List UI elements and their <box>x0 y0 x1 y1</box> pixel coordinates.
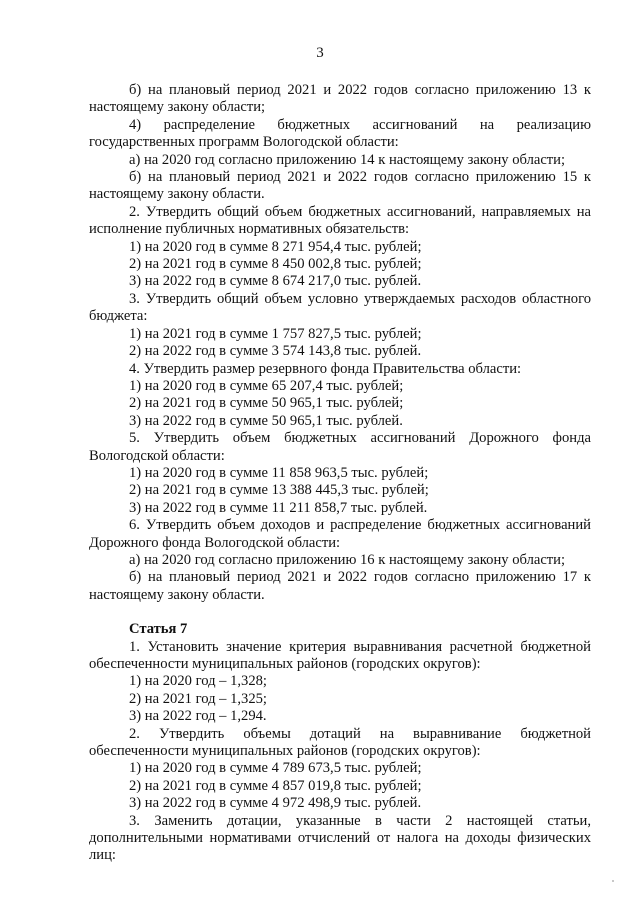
article-heading: Статья 7 <box>129 621 188 638</box>
list-item: 2) на 2021 год в сумме 13 388 445,3 тыс. рублей; <box>129 482 429 499</box>
list-item: 1) на 2021 год в сумме 1 757 827,5 тыс. рублей; <box>129 325 422 342</box>
paragraph: 1. Установить значение критерия выравнивания расчетной бюджетной обеспеченности муниципальных районов (городских округов): <box>89 638 591 672</box>
paragraph: б) на плановый период 2021 и 2022 годов согласно приложению 13 к настоящему закону области; <box>89 82 591 116</box>
list-item: 2) на 2021 год в сумме 50 965,1 тыс. рублей; <box>129 395 404 412</box>
list-item: 4. Утвердить размер резервного фонда Правительства области: <box>129 360 522 377</box>
list-item: а) на 2020 год согласно приложению 14 к настоящему закону области; <box>129 151 566 168</box>
list-item: 1) на 2020 год в сумме 65 207,4 тыс. рублей; <box>129 377 404 394</box>
paragraph: 5. Утвердить объем бюджетных ассигнований Дорожного фонда Вологодской области: <box>89 430 591 464</box>
paragraph: 3. Заменить дотации, указанные в части 2 настоящей статьи, дополнительными нормативами отчислений от налога на доходы физических лиц: <box>89 812 591 864</box>
paragraph: 2. Утвердить объемы дотаций на выравнивание бюджетной обеспеченности муниципальных районов (городских округов): <box>89 725 591 760</box>
list-item: 3) на 2022 год – 1,294. <box>129 708 267 725</box>
list-item: 2) на 2021 год в сумме 4 857 019,8 тыс. рублей; <box>129 777 422 794</box>
list-item: 3) на 2022 год в сумме 8 674 217,0 тыс. рублей. <box>129 273 422 290</box>
list-item: 1) на 2020 год в сумме 4 789 673,5 тыс. рублей; <box>129 760 422 777</box>
list-item: 3) на 2022 год в сумме 4 972 498,9 тыс. рублей. <box>129 795 422 812</box>
list-item: а) на 2020 год согласно приложению 16 к настоящему закону области; <box>129 551 566 568</box>
list-item: 1) на 2020 год в сумме 11 858 963,5 тыс. рублей; <box>129 464 429 481</box>
scan-speck <box>612 880 614 882</box>
list-item: 3) на 2022 год в сумме 11 211 858,7 тыс. рублей. <box>129 499 428 516</box>
list-item: 2) на 2021 год – 1,325; <box>129 690 267 707</box>
paragraph: б) на плановый период 2021 и 2022 годов согласно приложению 17 к настоящему закону области. <box>89 569 591 603</box>
list-item: 2) на 2021 год в сумме 8 450 002,8 тыс. рублей; <box>129 256 422 273</box>
section-gap <box>89 604 591 621</box>
paragraph: 2. Утвердить общий объем бюджетных ассигнований, направляемых на исполнение публичных нормативных обязательств: <box>89 203 591 238</box>
paragraph: 6. Утвердить объем доходов и распределение бюджетных ассигнований Дорожного фонда Вологодской области: <box>89 517 591 551</box>
document-body <box>89 82 591 865</box>
list-item: 1) на 2020 год – 1,328; <box>129 673 267 690</box>
list-item: 1) на 2020 год в сумме 8 271 954,4 тыс. рублей; <box>129 238 422 255</box>
list-item: 3) на 2022 год в сумме 50 965,1 тыс. рублей. <box>129 412 403 429</box>
page-number: 3 <box>316 45 324 61</box>
list-item: 2) на 2022 год в сумме 3 574 143,8 тыс. рублей. <box>129 343 422 360</box>
paragraph: б) на плановый период 2021 и 2022 годов согласно приложению 15 к настоящему закону области. <box>89 169 591 203</box>
paragraph: 4) распределение бюджетных ассигнований на реализацию государственных программ Вологодской области: <box>89 116 591 151</box>
paragraph: 3. Утвердить общий объем условно утверждаемых расходов областного бюджета: <box>89 290 591 325</box>
